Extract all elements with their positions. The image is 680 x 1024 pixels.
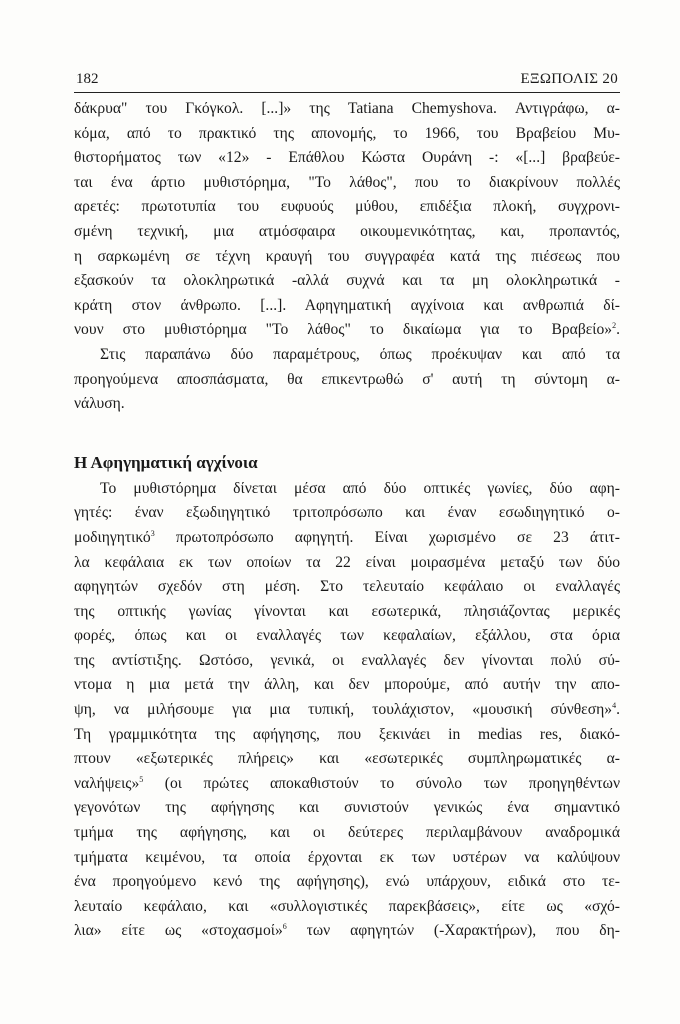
text-line xyxy=(74,122,620,147)
paragraph-block-2 xyxy=(74,477,620,944)
text-line xyxy=(74,895,620,920)
line-text: πτουν «εξωτερικές πλήρεις» και «εσωτερικές συμπληρωματικές α- xyxy=(74,750,620,768)
line-text: σμένη τεχνική, μια ατμόσφαιρα οικουμενικότητας, και, προπαντός, xyxy=(74,222,620,240)
text-line xyxy=(74,220,620,245)
line-text: νάλυση. xyxy=(74,395,125,413)
text-line xyxy=(74,171,620,196)
line-text: γητές: έναν εξωδιηγητικό τριτοπρόσωπο και έναν εσωδιηγητικό ο- xyxy=(74,504,620,522)
line-text-continued: . xyxy=(616,321,620,339)
text-line xyxy=(74,870,620,895)
line-text: της οπτικής γωνίας γίνονται και εσωτερικά, πλησιάζοντας μερικές xyxy=(74,602,620,620)
line-text: λα κεφάλαια εκ των οποίων τα 22 είναι μοιρασμένα μεταξύ των δύο xyxy=(74,553,620,571)
line-text: τμήμα της αφήγησης, και οι δεύτερες περιλαμβάνουν αναδρομικά xyxy=(74,824,620,842)
line-text: Στις παραπάνω δύο παραμέτρους, όπως προέκυψαν και από τα xyxy=(100,345,620,363)
line-text: ναλήψεις» xyxy=(74,774,140,792)
line-text: ντομα η μια μετά την άλλη, και δεν μπορούμε, από αυτήν την απο- xyxy=(74,676,620,694)
line-text: Το μυθιστόρημα δίνεται μέσα από δύο οπτικές γωνίες, δύο αφη- xyxy=(100,479,620,497)
line-text: ται ένα άρτιο μυθιστόρημα, "Το λάθος", που το διακρίνουν πολλές xyxy=(74,173,620,191)
text-line xyxy=(74,772,620,797)
line-text: νουν στο μυθιστόρημα "Το λάθος" το δικαίωμα για το Βραβείο» xyxy=(74,321,613,339)
line-text-continued: . xyxy=(616,701,620,719)
footnote-marker: 6 xyxy=(282,922,287,932)
line-text: κόμα, από το πρακτικό της απονομής, το 1966, του Βραβείου Μυ- xyxy=(74,124,620,142)
line-text: εξασκούν τα ολοκληρωτικά -αλλά συχνά και τα μη ολοκληρωτικά - xyxy=(74,272,620,290)
text-line xyxy=(74,551,620,576)
line-text: η σαρκωμένη σε τέχνη κραυγή του συγγραφέα κατά της πιέσεως που xyxy=(74,247,620,265)
running-header xyxy=(74,70,620,93)
text-line xyxy=(74,501,620,526)
footnote-marker: 4 xyxy=(612,700,617,710)
body-text xyxy=(74,97,620,944)
line-text: αρετές: πρωτοτυπία του ευφυούς μύθου, επιδέξια πλοκή, συγχρονι- xyxy=(74,198,620,216)
footnote-marker: 2 xyxy=(612,321,617,331)
line-text: δάκρυα" του Γκόγκολ. [...]» της Tatiana Chemyshova. Αντιγράφω, α- xyxy=(74,100,620,117)
section-gap xyxy=(74,417,620,451)
line-text: ένα προηγούμενο κενό της αφήγησης), ενώ υπάρχουν, ειδικά στο τε- xyxy=(74,873,620,891)
journal-title: ΕΞΩΠΟΛΙΣ 20 xyxy=(520,71,618,87)
line-text-continued: των αφηγητών (-Χαρακτήρων), που δη- xyxy=(286,922,620,940)
text-line xyxy=(74,269,620,294)
text-line xyxy=(74,343,620,368)
text-line xyxy=(74,846,620,871)
footnote-marker: 5 xyxy=(139,774,144,784)
text-line xyxy=(74,698,620,723)
text-line xyxy=(74,526,620,551)
text-line xyxy=(74,747,620,772)
line-text: κράτη στον άνθρωπο. [...]. Αφηγηματική αγχίνοια και ανθρωπιά δί- xyxy=(74,296,620,314)
text-line xyxy=(74,796,620,821)
text-line xyxy=(74,673,620,698)
line-text-continued: πρωτοπρόσωπο αφηγητή. Είναι χωρισμένο σε 23 άτιτ- xyxy=(154,528,620,546)
text-line xyxy=(74,919,620,944)
line-text: προηγούμενα αποσπάσματα, θα επικεντρωθώ σ' αυτή τη σύντομη α- xyxy=(74,370,620,388)
text-line xyxy=(74,146,620,171)
line-text: φορές, όπως και οι εναλλαγές των κεφαλαίων, εξάλλου, στα όρια xyxy=(74,627,620,645)
text-line xyxy=(74,649,620,674)
text-line xyxy=(74,195,620,220)
text-line xyxy=(74,97,620,122)
line-text: αφηγητών σχεδόν στη μέση. Στο τελευταίο κεφάλαιο οι εναλλαγές xyxy=(74,578,620,596)
line-text: τμήματα κειμένου, τα οποία έρχονται εκ των υστέρων να καλύψουν xyxy=(74,848,620,866)
page-number: 182 xyxy=(76,71,99,87)
line-text-continued: (οι πρώτες αποκαθιστούν το σύνολο των προηγηθέντων xyxy=(143,774,620,792)
text-line xyxy=(74,600,620,625)
paragraph-block-1 xyxy=(74,97,620,417)
line-text: λια» είτε ως «στοχασμοί» xyxy=(74,922,283,940)
line-text: λευταίο κεφάλαιο, και «συλλογιστικές παρεκβάσεις», είτε ως «σχό- xyxy=(74,897,620,915)
text-line xyxy=(74,477,620,502)
line-text: της αντίστιξης. Ωστόσο, γενικά, οι εναλλαγές δεν γίνονται πολύ σύ- xyxy=(74,651,620,669)
text-line xyxy=(74,294,620,319)
line-text: ψη, να μιλήσουμε για μια τυπική, τουλάχιστον, «μουσική σύνθεση» xyxy=(74,701,613,719)
text-line xyxy=(74,624,620,649)
line-text: θιστορήματος των «12» - Επάθλου Κώστα Ουράνη -: «[...] βραβεύε- xyxy=(74,149,620,167)
line-text: γεγονότων της αφήγησης και συνιστούν γενικώς ένα σημαντικό xyxy=(74,799,620,817)
footnote-marker: 3 xyxy=(150,528,155,538)
text-line xyxy=(74,368,620,393)
text-line xyxy=(74,392,620,417)
line-text: μοδιηγητικό xyxy=(74,528,151,546)
line-text: Τη γραμμικότητα της αφήγησης, που ξεκινάει in medias res, διακό- xyxy=(74,725,620,743)
section-heading: Η Αφηγηματική αγχίνοια xyxy=(74,452,258,472)
text-line xyxy=(74,318,620,343)
text-line xyxy=(74,575,620,600)
text-line xyxy=(74,723,620,748)
text-line xyxy=(74,821,620,846)
text-line xyxy=(74,245,620,270)
